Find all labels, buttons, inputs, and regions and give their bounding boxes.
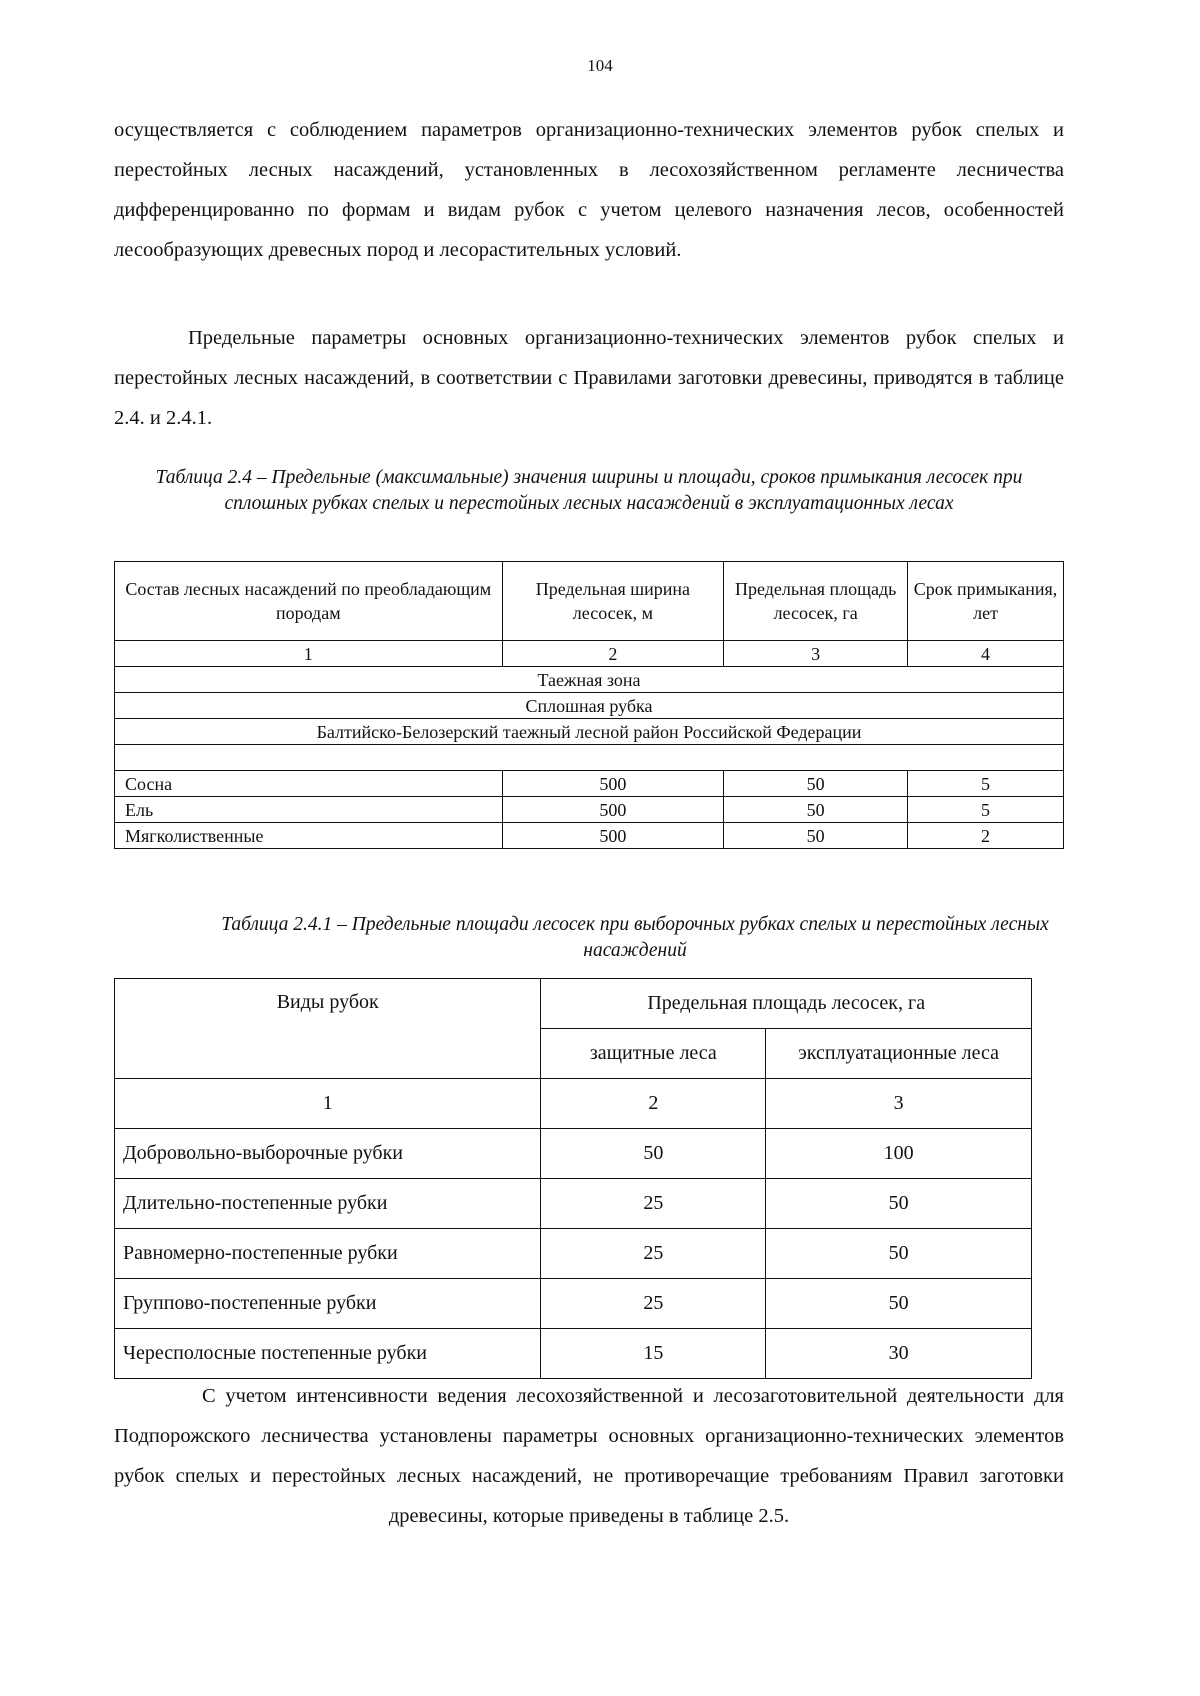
column-number-row (115, 1079, 1032, 1129)
table-2-4 (114, 561, 1064, 849)
paragraph-3: С учетом интенсивности ведения лесохозяйственной и лесозаготовительной деятельности для Подпорожского лесничества установлены параметры основных организационно-технических элементов рубок спелых и перестойных лесных насаждений, не противоречащие требованиям Правил заготовки древесины, которые приведены в таблице 2.5. (114, 1385, 1064, 1527)
exploitation-cell: 50 (766, 1179, 1032, 1229)
header-cut-types: Виды рубок (115, 979, 541, 1079)
page-number: 104 (587, 56, 613, 75)
table-row (115, 1179, 1032, 1229)
paragraph-1: осуществляется с соблюдением параметров организационно-технических элементов рубок спелых и перестойных лесных насаждений, установленных в лесохозяйственном регламенте лесничества дифференцированно по формам и видам рубок с учетом целевого назначения лесов, особенностей лесообразующих древесных пород и лесорастительных условий. (114, 119, 1064, 261)
table-row (115, 797, 1064, 823)
cut-type-cell: Равномерно-постепенные рубки (115, 1229, 541, 1279)
header-species: Состав лесных насаждений по преобладающим породам (115, 562, 503, 641)
column-number-row (115, 641, 1064, 667)
cut-type-row (115, 693, 1064, 719)
empty-row (115, 745, 1064, 771)
table-row (115, 1329, 1032, 1379)
col-number: 1 (115, 1079, 541, 1129)
protective-cell: 25 (541, 1229, 766, 1279)
species-cell: Сосна (115, 771, 503, 797)
header-protective: защитные леса (541, 1029, 766, 1079)
protective-cell: 50 (541, 1129, 766, 1179)
table-2-4-1 (114, 978, 1032, 1379)
col-number: 4 (908, 641, 1064, 667)
table-2-4-1-caption: Таблица 2.4.1 – Предельные площади лесосек при выборочных рубках спелых и перестойных лесных насаждений (221, 914, 1049, 961)
cut-type-cell: Чересполосные постепенные рубки (115, 1329, 541, 1379)
cut-type-cell: Группово-постепенные рубки (115, 1279, 541, 1329)
width-cell: 500 (502, 771, 724, 797)
species-cell: Ель (115, 797, 503, 823)
area-cell: 50 (724, 797, 908, 823)
cut-type-label: Сплошная рубка (115, 693, 1064, 719)
zone-label: Таежная зона (115, 667, 1064, 693)
protective-cell: 25 (541, 1179, 766, 1229)
header-term: Срок примыкания, лет (908, 562, 1064, 641)
exploitation-cell: 50 (766, 1279, 1032, 1329)
term-cell: 5 (908, 771, 1064, 797)
col-number: 2 (541, 1079, 766, 1129)
col-number: 1 (115, 641, 503, 667)
area-cell: 50 (724, 771, 908, 797)
term-cell: 2 (908, 823, 1064, 849)
width-cell: 500 (502, 823, 724, 849)
exploitation-cell: 50 (766, 1229, 1032, 1279)
region-label: Балтийско-Белозерский таежный лесной район Российской Федерации (115, 719, 1064, 745)
width-cell: 500 (502, 797, 724, 823)
empty-cell (115, 745, 1064, 771)
protective-cell: 15 (541, 1329, 766, 1379)
col-number: 2 (502, 641, 724, 667)
species-cell: Мягколиственные (115, 823, 503, 849)
header-exploitation: эксплуатационные леса (766, 1029, 1032, 1079)
cut-type-cell: Добровольно-выборочные рубки (115, 1129, 541, 1179)
table-row (115, 771, 1064, 797)
table-2-4-caption: Таблица 2.4 – Предельные (максимальные) значения ширины и площади, сроков примыкания лесосек при сплошных рубках спелых и перестойных лесных насаждений в эксплуатационных лесах (155, 467, 1023, 514)
header-area: Предельная площадь лесосек, га (724, 562, 908, 641)
table-row (115, 823, 1064, 849)
table-row (115, 1129, 1032, 1179)
exploitation-cell: 30 (766, 1329, 1032, 1379)
cut-type-cell: Длительно-постепенные рубки (115, 1179, 541, 1229)
paragraph-2: Предельные параметры основных организационно-технических элементов рубок спелых и перестойных лесных насаждений, в соответствии с Правилами заготовки древесины, приводятся в таблице 2.4. и 2.4.1. (114, 327, 1064, 429)
col-number: 3 (724, 641, 908, 667)
term-cell: 5 (908, 797, 1064, 823)
zone-row (115, 667, 1064, 693)
area-cell: 50 (724, 823, 908, 849)
region-row (115, 719, 1064, 745)
col-number: 3 (766, 1079, 1032, 1129)
table-header-row (115, 562, 1064, 641)
table-row (115, 1279, 1032, 1329)
header-width: Предельная ширина лесосек, м (502, 562, 724, 641)
exploitation-cell: 100 (766, 1129, 1032, 1179)
table-row (115, 1229, 1032, 1279)
header-area-limit: Предельная площадь лесосек, га (541, 979, 1032, 1029)
protective-cell: 25 (541, 1279, 766, 1329)
table-header-row (115, 979, 1032, 1029)
